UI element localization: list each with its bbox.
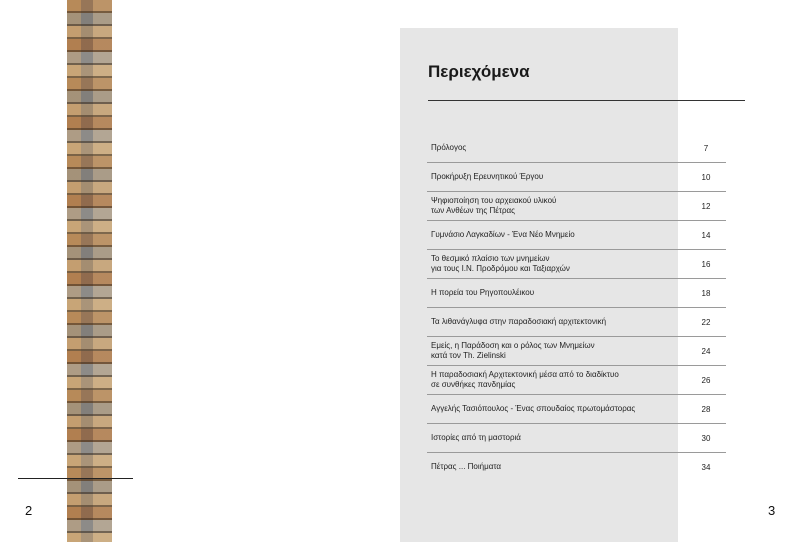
toc-entry-page: 28 (701, 404, 711, 414)
toc-entry-page: 14 (701, 230, 711, 240)
toc-entry-page: 24 (701, 346, 711, 356)
stone-wall-strip (67, 0, 112, 542)
toc-entry[interactable] (427, 134, 726, 163)
page-number-left: 2 (25, 503, 33, 518)
toc-entry-title (427, 404, 686, 414)
toc-entry[interactable] (427, 163, 726, 192)
toc-entry-page: 26 (701, 375, 711, 385)
toc-entry[interactable] (427, 337, 726, 366)
toc-entry-title (427, 341, 686, 361)
toc-entry-page: 22 (701, 317, 711, 327)
toc-entry-title-line: Γυμνάσιο Λαγκαδίων - Ένα Νέο Μνημείο (431, 230, 575, 239)
toc-entry[interactable] (427, 279, 726, 308)
toc-entry-title (427, 462, 686, 472)
toc-entry[interactable] (427, 192, 726, 221)
toc-entry-page: 16 (701, 259, 711, 269)
toc-entry-title-line: κατά τον Th. Zielinski (431, 351, 506, 360)
toc-entry[interactable] (427, 308, 726, 337)
toc-entry-page: 34 (701, 462, 711, 472)
title-divider-line (428, 100, 745, 101)
toc-entry-title-line: Η πορεία του Ρηγοπουλέικου (431, 288, 535, 297)
toc-entry[interactable] (427, 366, 726, 395)
toc-entry-title-line: σε συνθήκες πανδημίας (431, 380, 516, 389)
toc-entry[interactable] (427, 395, 726, 424)
contents-title: Περιεχόμενα (428, 62, 530, 81)
toc-entry-title-line: Αγγελής Τασιόπουλος - Ένας σπουδαίος πρωτομάστορας (431, 404, 636, 413)
toc-entry[interactable] (427, 424, 726, 453)
toc-entry-page: 7 (703, 143, 709, 153)
toc-entry-title-line: για τους Ι.Ν. Προδρόμου και Ταξιαρχών (431, 264, 570, 273)
toc-entry-title-line: Εμείς, η Παράδοση και ο ρόλος των Μνημείων (431, 341, 595, 350)
toc-entry[interactable] (427, 250, 726, 279)
toc-entry-title (427, 230, 686, 240)
toc-entry-title-line: Ψηφιοποίηση του αρχειακού υλικού (431, 196, 557, 205)
toc-entry-page: 12 (701, 201, 711, 211)
toc-entry[interactable] (427, 453, 726, 481)
toc-entry-title-line: Ιστορίες από τη μαστοριά (431, 433, 521, 442)
toc-entry[interactable] (427, 221, 726, 250)
toc-entry-title (427, 196, 686, 216)
toc-entry-title-line: Το θεσμικό πλαίσιο των μνημείων (431, 254, 550, 263)
toc-entry-title-line: Πέτρας ... Ποιήματα (431, 462, 502, 471)
toc-entry-title-line: Προκήρυξη Ερευνητικού Έργου (431, 172, 544, 181)
toc-entry-title (427, 317, 686, 327)
page-number-right: 3 (768, 503, 776, 518)
table-of-contents (427, 134, 726, 481)
toc-entry-title-line: των Ανθέων της Πέτρας (431, 206, 515, 215)
toc-entry-page: 18 (701, 288, 711, 298)
toc-entry-title (427, 143, 686, 153)
toc-entry-title-line: Πρόλογος (431, 143, 467, 152)
toc-entry-title (427, 433, 686, 443)
toc-entry-title (427, 288, 686, 298)
left-divider-line (18, 478, 133, 479)
toc-entry-title (427, 172, 686, 182)
toc-entry-page: 30 (701, 433, 711, 443)
toc-entry-page: 10 (701, 172, 711, 182)
toc-entry-title (427, 370, 686, 390)
toc-entry-title (427, 254, 686, 274)
toc-entry-title-line: Η παραδοσιακή Αρχιτεκτονική μέσα από το διαδίκτυο (431, 370, 619, 379)
toc-entry-title-line: Τα λιθανάγλυφα στην παραδοσιακή αρχιτεκτονική (431, 317, 607, 326)
